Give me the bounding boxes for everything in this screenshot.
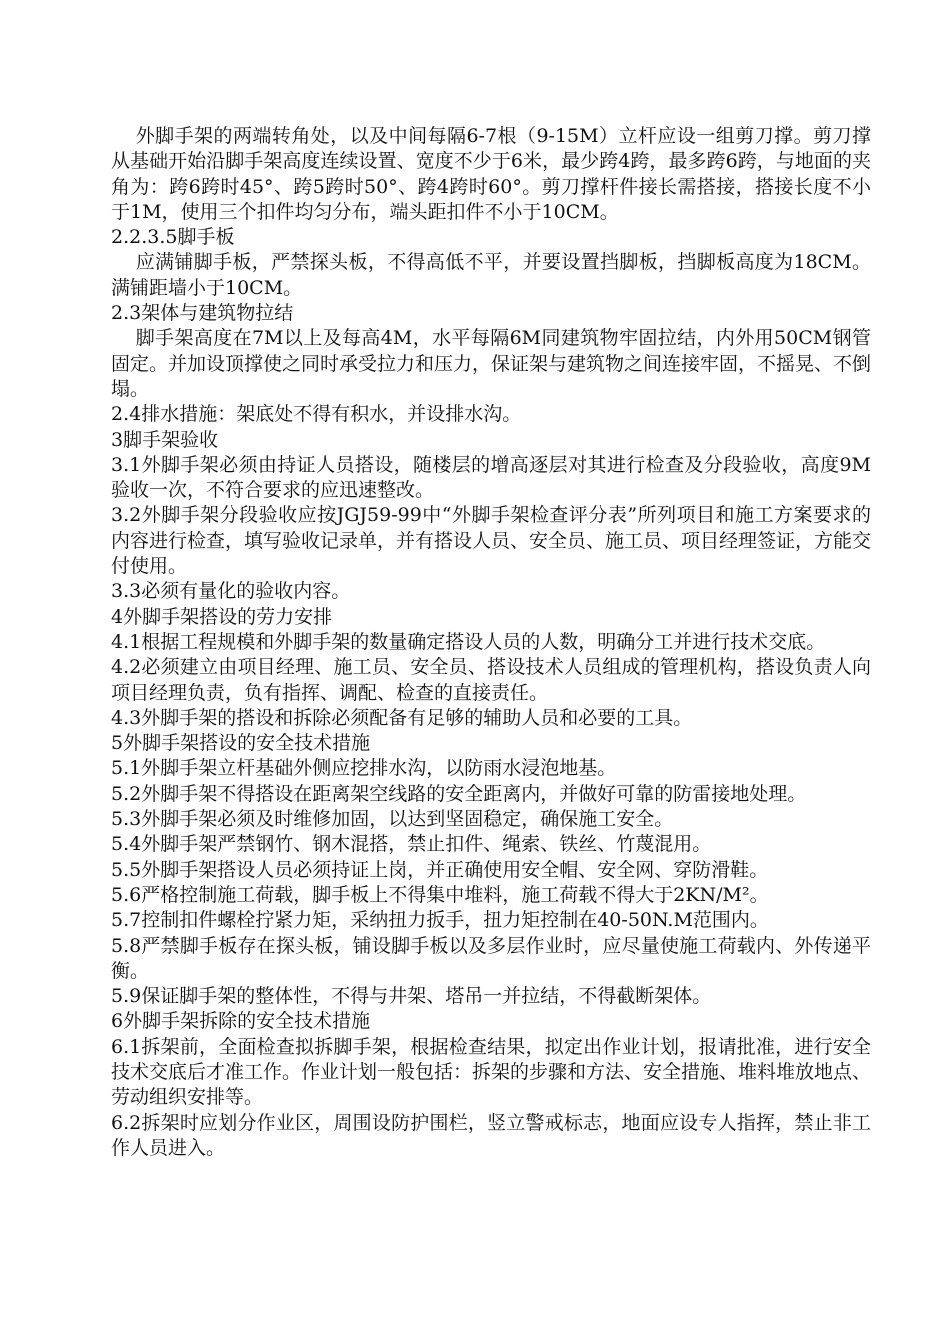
- paragraph-6-2: 6.2拆架时应划分作业区，周围设防护围栏，竖立警戒标志，地面应设专人指挥，禁止非工作人员进入。: [111, 1111, 871, 1159]
- paragraph-4-3: 4.3外脚手架的搭设和拆除必须配备有足够的辅助人员和必要的工具。: [111, 706, 693, 729]
- paragraph-5-8: 5.8严禁脚手板存在探头板，铺设脚手板以及多层作业时，应尽量使施工荷载内、外传递平衡。: [111, 934, 871, 982]
- paragraph-5-2: 5.2外脚手架不得搭设在距离架空线路的安全距离内，并做好可靠的防雷接地处理。: [111, 782, 807, 805]
- heading-5: 5外脚手架搭设的安全技术措施: [111, 732, 371, 755]
- paragraph-5-7: 5.7控制扣件螺栓拧紧力矩，采纳扭力扳手，扭力矩控制在40-50N.M范围内。: [111, 909, 769, 932]
- paragraph-tie-in: 脚手架高度在7M以上及每高4M，水平每隔6M同建筑物牢固拉结，内外用50CM钢管固定。并加设顶撑使之同时承受拉力和压力，保证架与建筑物之间连接牢固，不摇晃、不倒塌。: [111, 327, 872, 400]
- paragraph-5-6: 5.6严格控制施工荷载，脚手板上不得集中堆料，施工荷载不得大于2KN/M²。: [111, 883, 769, 906]
- paragraph-5-4: 5.4外脚手架严禁钢竹、钢木混搭，禁止扣件、绳索、铁丝、竹蔑混用。: [111, 833, 712, 856]
- paragraph-4-1: 4.1根据工程规模和外脚手架的数量确定搭设人员的人数，明确分工并进行技术交底。: [111, 630, 826, 653]
- paragraph-5-3: 5.3外脚手架必须及时维修加固，以达到坚固稳定，确保施工安全。: [111, 808, 674, 831]
- document-body: [111, 124, 871, 1161]
- paragraph-6-1: 6.1拆架前，全面检查拟拆脚手架，根据检查结果，拟定出作业计划，报请批准，进行安全技术交底后才准工作。作业计划一般包括：拆架的步骤和方法、安全措施、堆料堆放地点、劳动组织安排等。: [111, 1035, 872, 1109]
- heading-2-2-3-5: 2.2.3.5脚手板: [111, 226, 235, 249]
- paragraph-5-1: 5.1外脚手架立杆基础外侧应挖排水沟，以防雨水浸泡地基。: [111, 757, 617, 780]
- paragraph-scaffold-board: 应满铺脚手板，严禁探头板，不得高低不平，并要设置挡脚板，挡脚板高度为18CM。满铺距墙小于10CM。: [111, 251, 871, 299]
- heading-6: 6外脚手架拆除的安全技术措施: [111, 1010, 371, 1033]
- heading-4: 4外脚手架搭设的劳力安排: [111, 605, 333, 628]
- paragraph-4-2: 4.2必须建立由项目经理、施工员、安全员、搭设技术人员组成的管理机构，搭设负责人向项目经理负责，负有指挥、调配、检查的直接责任。: [111, 656, 871, 704]
- paragraph-bracing: 外脚手架的两端转角处，以及中间每隔6-7根（9-15M）立杆应设一组剪刀撑。剪刀撑从基础开始沿脚手架高度连续设置、宽度不少于6米，最少跨4跨，最多跨6跨，与地面的夹角为：跨6跨时45°、跨5跨时50°、跨4跨时60°。剪刀撑杆件接长需搭接，搭接长度不小于1M，使用三个扣件均匀分布，端头距扣件不小于10CM。: [111, 125, 871, 223]
- heading-2-3: 2.3架体与建筑物拉结: [111, 302, 294, 325]
- paragraph-3-1: 3.1外脚手架必须由持证人员搭设，随楼层的增高逐层对其进行检查及分段验收，高度9M验收一次，不符合要求的应迅速整改。: [111, 453, 871, 502]
- paragraph-3-3: 3.3必须有量化的验收内容。: [111, 580, 351, 603]
- paragraph-5-9: 5.9保证脚手架的整体性，不得与井架、塔吊一并拉结，不得截断架体。: [111, 985, 712, 1008]
- heading-3: 3脚手架验收: [111, 428, 219, 451]
- paragraph-3-2: 3.2外脚手架分段验收应按JGJ59-99中“外脚手架检查评分表”所列项目和施工方案要求的内容进行检查，填写验收记录单，并有搭设人员、安全员、施工员、项目经理签证，方能交付使用。: [111, 504, 872, 578]
- paragraph-5-5: 5.5外脚手架搭设人员必须持证上岗，并正确使用安全帽、安全网、穿防滑鞋。: [111, 858, 769, 881]
- paragraph-2-4: 2.4排水措施：架底处不得有积水，并设排水沟。: [111, 403, 522, 426]
